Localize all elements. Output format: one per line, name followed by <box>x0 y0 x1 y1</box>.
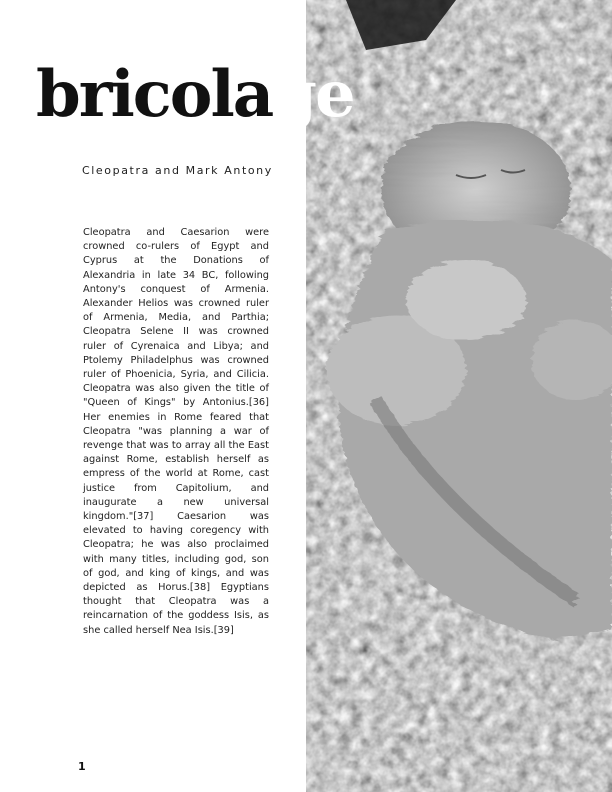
body-text: Cleopatra and Caesarion were crowned co-rulers of Egypt and Cyprus at the Donations of Alexandria in late 34 BC, following Antony's conquest of Armenia. Alexander Helios was crowned ruler of Armenia, Media, and Parthia; Cleopatra Selene II was crowned ruler of Cyrenaica and Libya; and Ptolemy Philadelphus was crowned ruler of Phoenicia, Syria, and Cilicia. Cleopatra was also given the title of "Queen of Kings" by Antonius.[36] Her enemies in Rome feared that Cleopatra "was planning a war of revenge that was to array all the East against Rome, establish herself as empress of the world at Rome, cast justice from Capitolium, and inaugurate a new universal kingdom."[37] Caesarion was elevated to having coregency with Cleopatra; he was also proclaimed with many titles, including god, son of god, and king of kings, and was depicted as Horus.[38] Egyptians thought that Cleopatra was a reincarnation of the goddess Isis, as she called herself Nea Isis.[39] <box>83 227 269 636</box>
subtitle: Cleopatra and Mark Antony <box>82 164 273 177</box>
title-light-part: ge <box>272 57 354 132</box>
title-dark-part: bricola <box>36 57 273 132</box>
page-number: 1 <box>78 760 86 773</box>
page-title <box>36 57 354 132</box>
